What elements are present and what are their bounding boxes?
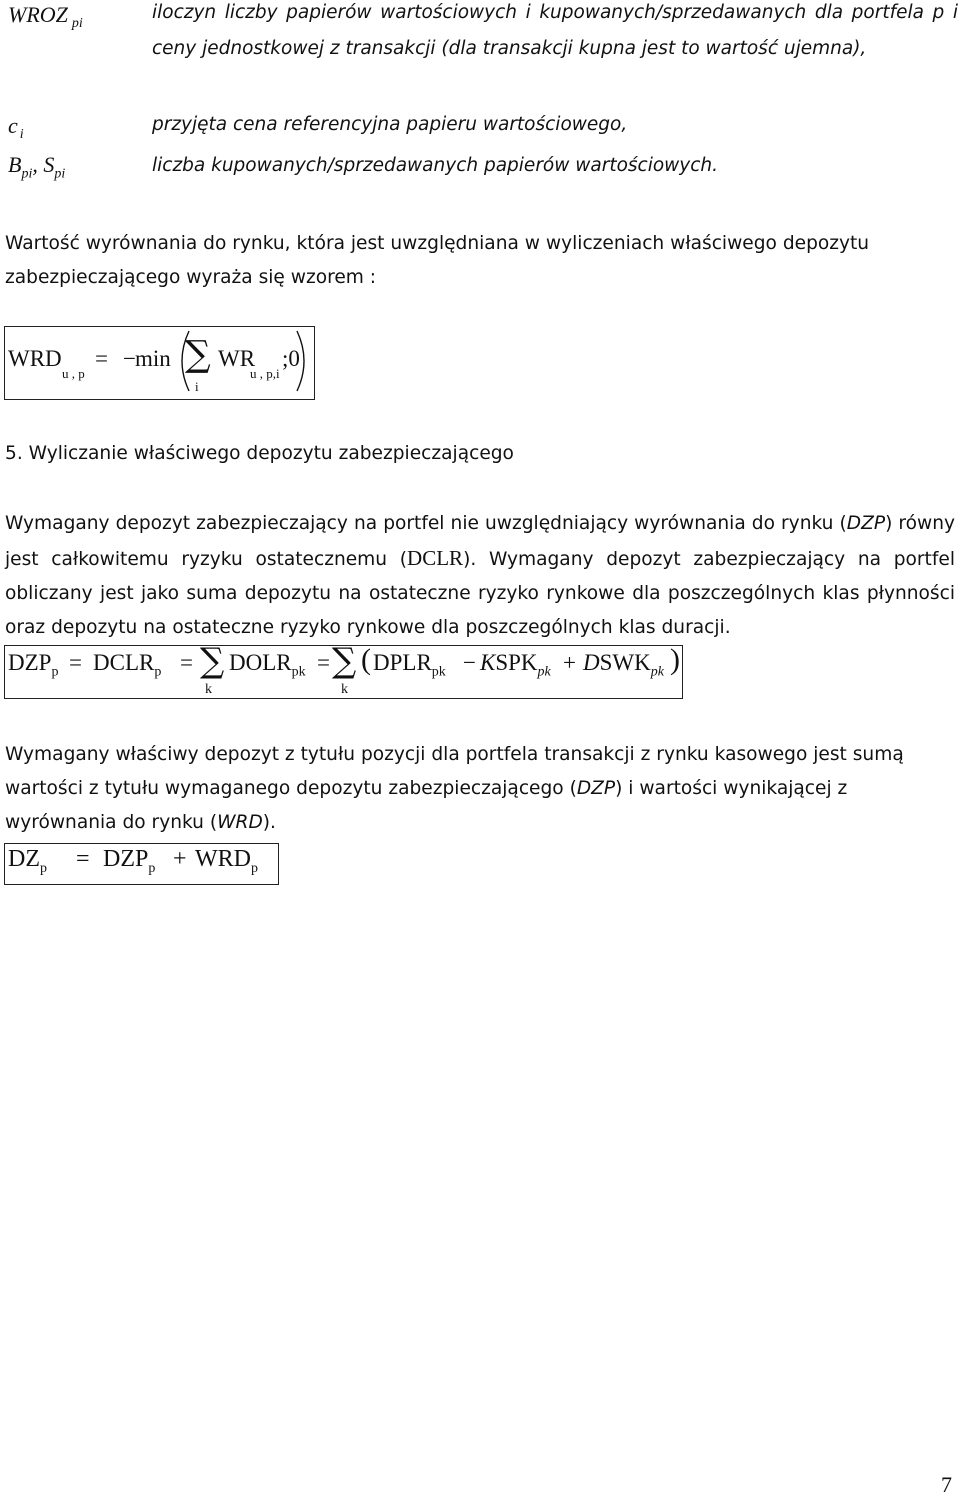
- definition-symbol: WROZ $_{pi}$: [8, 2, 83, 32]
- formula-tail: ;0: [282, 346, 300, 371]
- sum-index: k: [205, 682, 212, 697]
- minus-sign: −: [123, 346, 136, 371]
- paragraph-dz: Wymagany właściwy depozyt z tytułu pozycji dla portfela transakcji z rynku kasowego jest sumą wartości z tytułu wymaganego depozytu zabezpieczającego (DZP) i wartości wynikającej z wyrównania do rynku (WRD).: [5, 744, 904, 833]
- definition-text: przyjęta cena referencyjna papieru wartościowego,: [152, 114, 628, 135]
- page-number: 7: [941, 1472, 952, 1497]
- formula-term: WR: [218, 346, 256, 371]
- formula-dz: $DZ_p$ = $DZP_p$ + $WRD_p$: [4, 843, 279, 885]
- min-function: min: [135, 346, 171, 371]
- formula-lhs: WRD: [8, 346, 62, 371]
- definition-text: liczba kupowanych/sprzedawanych papierów wartościowych.: [152, 155, 719, 176]
- formula-dzp: $DZP_p$ = $DCLR_p$ = ∑ k $DOLR_{pk}$ = ∑ k ( $DPLR_{pk}$ − $KSPK_{pk}$ + $DSWK_{pk}$ ): [4, 645, 683, 699]
- right-paren-icon: [293, 329, 313, 393]
- section-heading: 5. Wyliczanie właściwego depozytu zabezpieczającego: [5, 443, 514, 464]
- formula-lhs-subscript: u , p: [62, 366, 85, 381]
- definition-text: iloczyn liczby papierów wartościowych i kupowanych/sprzedawanych dla portfela p i ceny jednostkowej z transakcji (dla transakcji kupna jest to wartość ujemna),: [152, 2, 958, 59]
- sum-index: i: [195, 379, 199, 394]
- formula-term-subscript: u , p,i: [250, 366, 280, 381]
- sum-index: k: [341, 682, 348, 697]
- paragraph-dzp: Wymagany depozyt zabezpieczający na portfel nie uwzględniający wyrównania do rynku (DZP) równy jest całkowitemu ryzyku ostatecznemu (DCLR). Wymagany depozyt zabezpieczający na portfel obliczany jest jako suma depozytu na ostateczne ryzyko rynkowe dla poszczególnych klas płynności oraz depozytu na ostateczne ryzyko rynkowe dla poszczególnych klas duracji.: [5, 513, 955, 638]
- paragraph-wrd-intro: Wartość wyrównania do rynku, która jest uwzględniana w wyliczeniach właściwego depozytu zabezpieczającego wyraża się wzorem :: [5, 233, 870, 288]
- definition-symbol: $B_{pi}$, $S_{pi}$: [8, 152, 66, 182]
- equals-sign: =: [95, 346, 108, 371]
- sigma-icon: ∑: [185, 334, 211, 375]
- sigma-icon: ∑: [200, 641, 225, 681]
- formula-wrd: [4, 326, 315, 400]
- definition-symbol: c $_i$: [8, 113, 24, 143]
- sigma-icon: ∑: [332, 641, 357, 681]
